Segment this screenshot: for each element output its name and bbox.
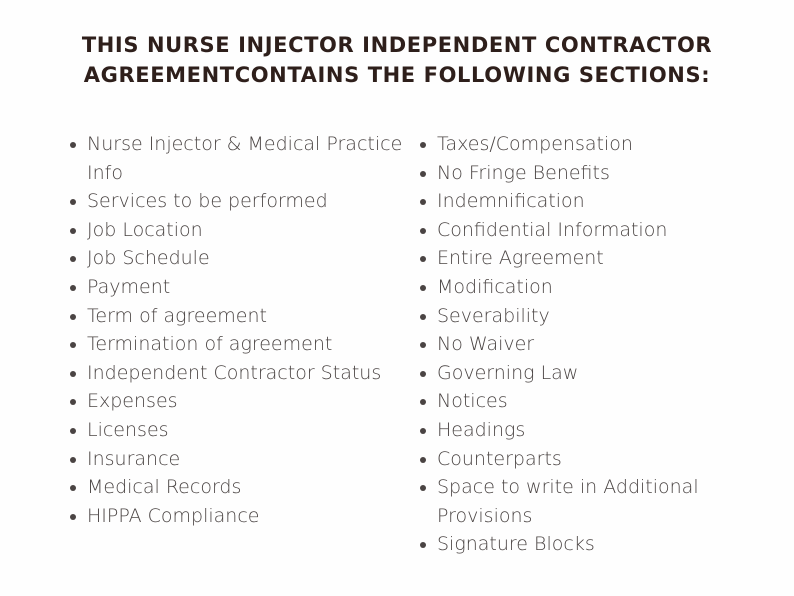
- list-item: [70, 302, 410, 331]
- list-item-label: Term of agreement: [87, 304, 267, 327]
- list-item: [420, 330, 710, 359]
- list-item: [70, 502, 410, 531]
- bullet-icon: [70, 428, 76, 434]
- bullet-icon: [420, 485, 426, 491]
- bullet-icon: [70, 399, 76, 405]
- list-item: [70, 130, 410, 187]
- bullet-icon: [70, 228, 76, 234]
- list-item: [70, 187, 410, 216]
- list-item: [420, 530, 710, 559]
- bullet-icon: [420, 142, 426, 148]
- title-line-2: AGREEMENTCONTAINS THE FOLLOWING SECTIONS:: [83, 63, 711, 87]
- list-item: [420, 130, 710, 159]
- list-item-label: Indemnification: [437, 190, 585, 213]
- bullet-icon: [70, 285, 76, 291]
- bullet-icon: [70, 142, 76, 148]
- list-item: [70, 359, 410, 388]
- list-item: [420, 244, 710, 273]
- list-item-label: No Waiver: [437, 333, 535, 356]
- list-item-label: Expenses: [87, 390, 178, 413]
- list-item: [420, 445, 710, 474]
- bullet-icon: [420, 285, 426, 291]
- left-section-list: [70, 130, 410, 530]
- title-line-1: THIS NURSE INJECTOR INDEPENDENT CONTRACTOR: [81, 33, 713, 57]
- bullet-icon: [70, 314, 76, 320]
- list-item-label: Nurse Injector & Medical Practice Info: [87, 133, 403, 184]
- bullet-icon: [420, 228, 426, 234]
- list-item-label: Space to write in Additional Provisions: [437, 476, 699, 527]
- list-item: [420, 216, 710, 245]
- bullet-icon: [420, 542, 426, 548]
- bullet-icon: [70, 514, 76, 520]
- list-item: [70, 244, 410, 273]
- list-item-label: Medical Records: [87, 476, 242, 499]
- list-item-label: Severability: [437, 304, 550, 327]
- list-item: [70, 273, 410, 302]
- list-item-label: Payment: [87, 275, 171, 298]
- list-item-label: Entire Agreement: [437, 247, 604, 270]
- bullet-icon: [420, 342, 426, 348]
- bullet-icon: [70, 199, 76, 205]
- page-title: [0, 30, 794, 90]
- list-item: [420, 302, 710, 331]
- bullet-icon: [420, 199, 426, 205]
- list-item: [70, 445, 410, 474]
- list-item: [70, 416, 410, 445]
- list-item: [420, 187, 710, 216]
- list-item: [420, 416, 710, 445]
- list-item-label: Taxes/Compensation: [437, 133, 633, 155]
- bullet-icon: [70, 457, 76, 463]
- list-item: [420, 473, 710, 530]
- list-item-label: Services to be performed: [87, 190, 328, 213]
- bullet-icon: [420, 428, 426, 434]
- list-item-label: Termination of agreement: [87, 333, 333, 356]
- list-item-label: Confidential Information: [437, 218, 668, 241]
- list-item-label: Independent Contractor Status: [87, 361, 382, 384]
- list-item-label: Headings: [437, 418, 526, 441]
- list-item-label: Insurance: [87, 447, 181, 470]
- bullet-icon: [420, 399, 426, 405]
- bullet-icon: [420, 457, 426, 463]
- list-item: [420, 387, 710, 416]
- list-item-label: Job Schedule: [87, 247, 210, 270]
- list-item-label: No Fringe Benefits: [437, 161, 610, 184]
- list-item: [70, 216, 410, 245]
- list-item: [70, 387, 410, 416]
- list-item: [420, 159, 710, 188]
- bullet-icon: [70, 371, 76, 377]
- list-item-label: Signature Blocks: [437, 533, 595, 556]
- list-item-label: Modification: [437, 275, 553, 298]
- right-section-list: [420, 130, 710, 559]
- bullet-icon: [420, 314, 426, 320]
- list-item-label: Job Location: [87, 218, 203, 241]
- bullet-icon: [420, 171, 426, 177]
- list-item: [420, 359, 710, 388]
- list-item-label: Counterparts: [437, 447, 562, 470]
- list-item: [70, 330, 410, 359]
- bullet-icon: [70, 485, 76, 491]
- list-item-label: Notices: [437, 390, 508, 413]
- list-item: [70, 473, 410, 502]
- list-item-label: HIPPA Compliance: [87, 504, 260, 527]
- list-item-label: Governing Law: [437, 361, 579, 384]
- bullet-icon: [70, 256, 76, 262]
- bullet-icon: [70, 342, 76, 348]
- bullet-icon: [420, 371, 426, 377]
- bullet-icon: [420, 256, 426, 262]
- list-item: [420, 273, 710, 302]
- list-item-label: Licenses: [87, 418, 169, 441]
